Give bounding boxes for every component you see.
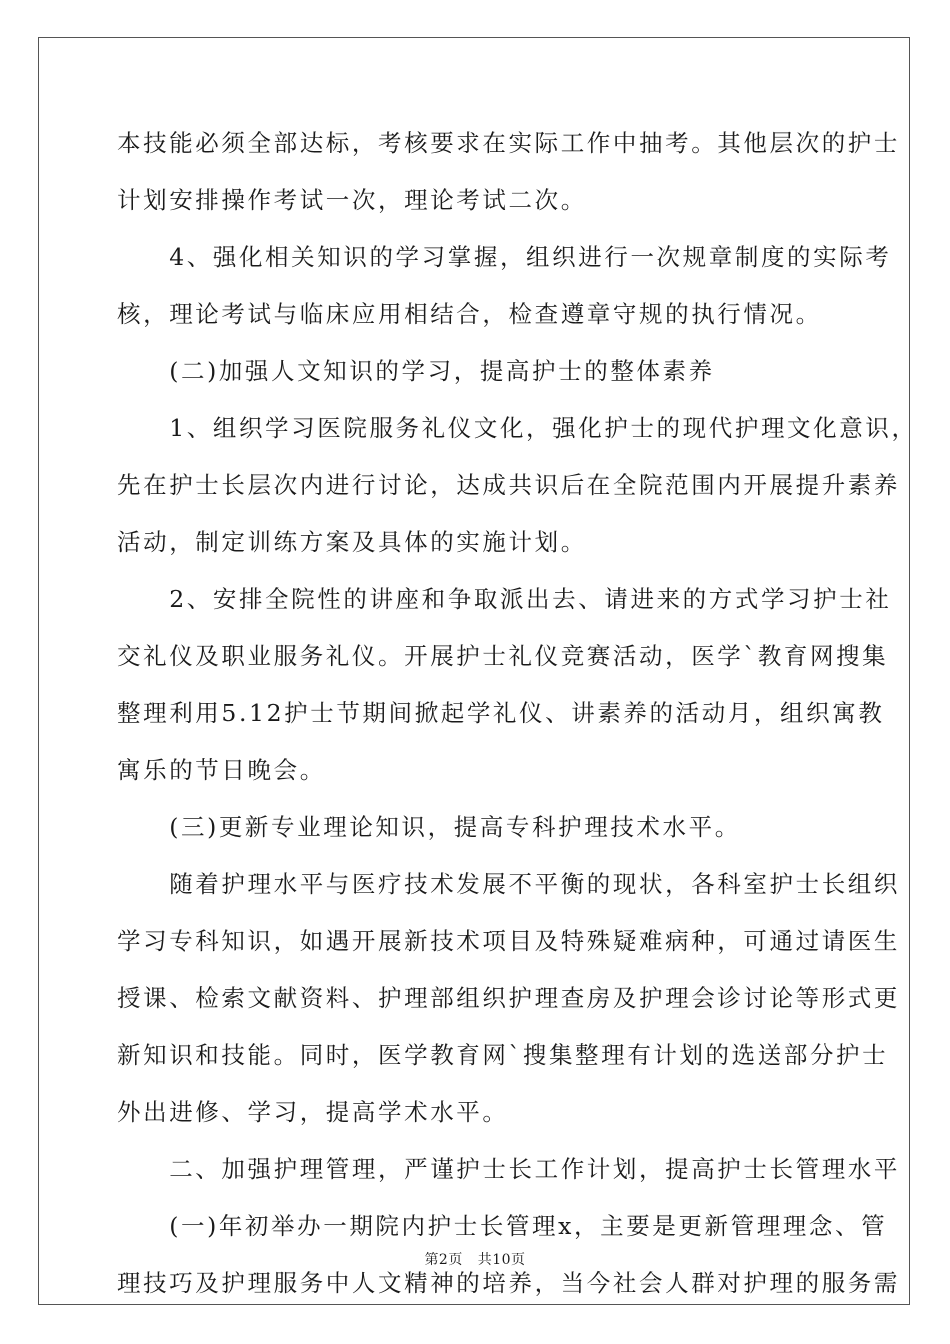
page-footer xyxy=(0,1249,950,1269)
text-line: (一)年初举办一期院内护士长管理x，主要是更新管理理念、管 xyxy=(117,1212,888,1240)
page-number: 第2页 xyxy=(424,1252,463,1268)
text-line: 活动，制定训练方案及具体的实施计划。 xyxy=(117,528,587,556)
text-line: 学习专科知识，如遇开展新技术项目及特殊疑难病种，可通过请医生 xyxy=(117,927,900,955)
text-line: 交礼仪及职业服务礼仪。开展护士礼仪竞赛活动，医学`教育网搜集 xyxy=(117,642,889,670)
section-heading: (二)加强人文知识的学习，提高护士的整体素养 xyxy=(117,357,715,385)
text-line: 核，理论考试与临床应用相结合，检查遵章守规的执行情况。 xyxy=(117,300,822,328)
section-heading: (三)更新专业理论知识，提高专科护理技术水平。 xyxy=(117,813,741,841)
section-heading: 二、加强护理管理，严谨护士长工作计划，提高护士长管理水平 xyxy=(117,1155,900,1183)
text-line: 整理利用5.12护士节期间掀起学礼仪、讲素养的活动月，组织寓教 xyxy=(117,699,885,727)
text-line: 先在护士长层次内进行讨论，达成共识后在全院范围内开展提升素养 xyxy=(117,471,900,499)
text-line: 理技巧及护理服务中人文精神的培养，当今社会人群对护理的服务需 xyxy=(117,1269,900,1297)
page-total: 共10页 xyxy=(477,1252,526,1268)
text-line: 本技能必须全部达标，考核要求在实际工作中抽考。其他层次的护士 xyxy=(117,129,900,157)
text-line: 1、组织学习医院服务礼仪文化，强化护士的现代护理文化意识， xyxy=(117,414,918,442)
text-line: 2、安排全院性的讲座和争取派出去、请进来的方式学习护士社 xyxy=(117,585,892,613)
text-line: 授课、检索文献资料、护理部组织护理查房及护理会诊讨论等形式更 xyxy=(117,984,900,1012)
text-line: 新知识和技能。同时，医学教育网`搜集整理有计划的选送部分护士 xyxy=(117,1041,889,1069)
text-line: 随着护理水平与医疗技术发展不平衡的现状，各科室护士长组织 xyxy=(117,870,900,898)
text-line: 寓乐的节日晚会。 xyxy=(117,756,326,784)
text-line: 计划安排操作考试一次，理论考试二次。 xyxy=(117,186,587,214)
text-line: 外出进修、学习，提高学术水平。 xyxy=(117,1098,509,1126)
text-line: 4、强化相关知识的学习掌握，组织进行一次规章制度的实际考 xyxy=(117,243,892,271)
